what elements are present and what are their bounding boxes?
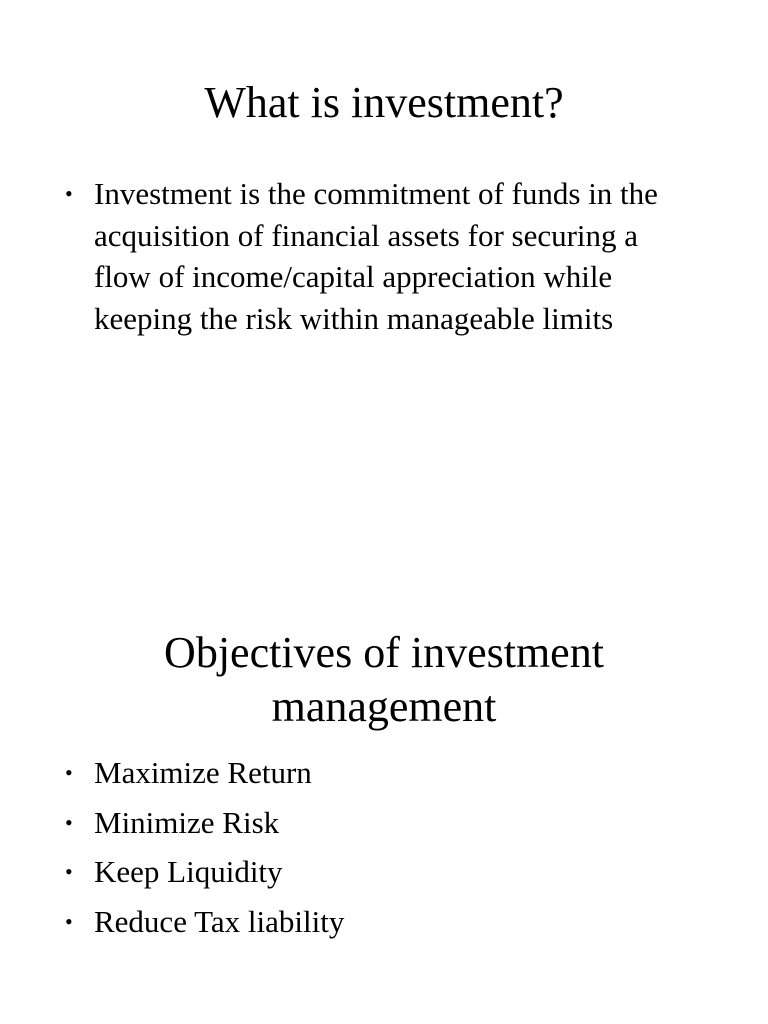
bullet-item xyxy=(62,798,702,848)
slide-objectives xyxy=(0,512,768,1024)
bullet-text: Investment is the commitment of funds in the acquisition of financial assets for securing a flow of income/capital appreciation while keeping the risk within manageable limits xyxy=(94,176,658,336)
bullet-item xyxy=(62,173,702,339)
bullet-text: Keep Liquidity xyxy=(94,854,283,889)
slide-title: What is investment? xyxy=(204,78,564,127)
bullet-icon: • xyxy=(65,760,73,785)
slide-title xyxy=(0,626,768,734)
bullet-icon: • xyxy=(65,809,73,835)
bullet-item xyxy=(62,748,702,798)
bullet-item xyxy=(62,847,702,897)
bullet-icon: • xyxy=(65,859,73,884)
bullet-text: Minimize Risk xyxy=(94,804,280,840)
bullet-text: Maximize Return xyxy=(94,755,312,790)
bullet-icon: • xyxy=(65,181,73,206)
bullet-item xyxy=(62,897,702,947)
bullet-list xyxy=(62,748,702,946)
slide-title-text: Objectives of investment management xyxy=(164,628,604,731)
bullet-list xyxy=(62,173,702,339)
bullet-text: Reduce Tax liability xyxy=(94,903,345,939)
bullet-icon: • xyxy=(65,908,73,934)
